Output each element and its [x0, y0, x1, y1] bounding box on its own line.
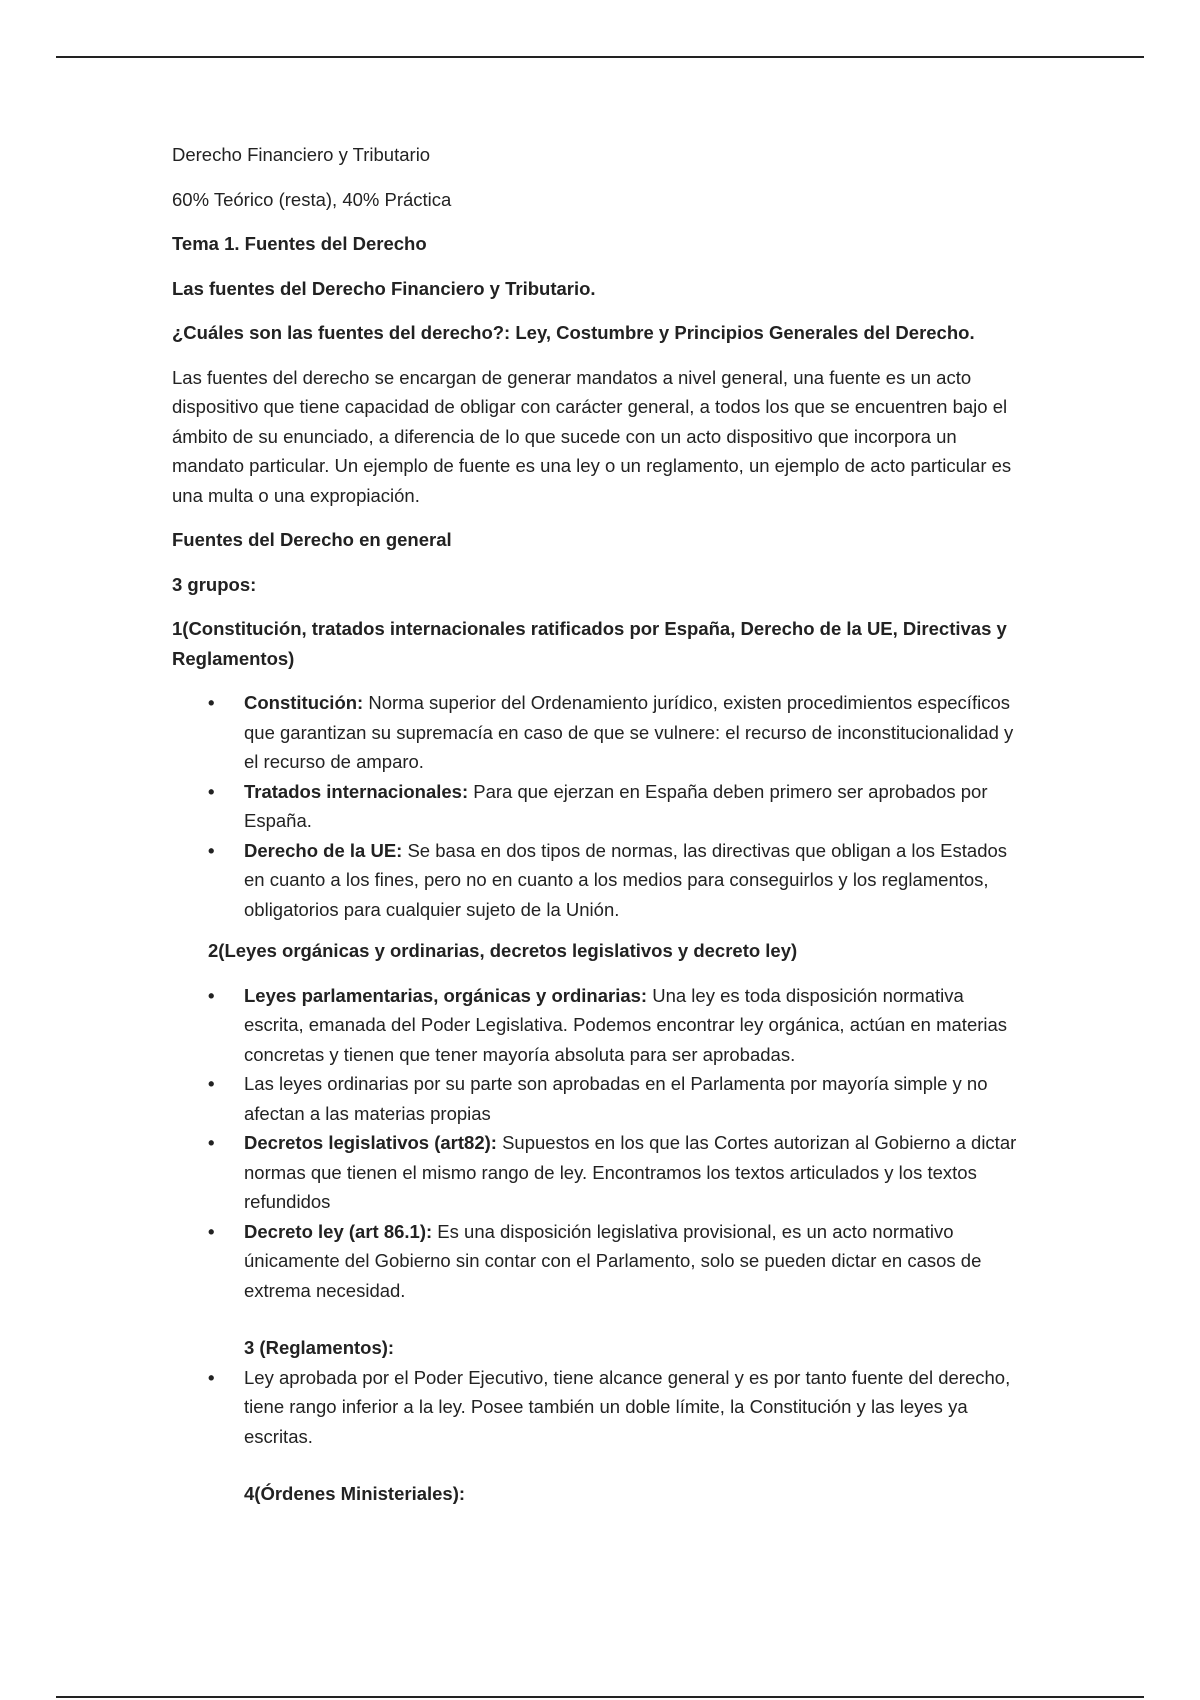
section-heading-general: Fuentes del Derecho en general: [172, 529, 452, 550]
list-item-text: Una ley es toda disposición normativa escrita, emanada del Poder Legislativa. Podemos encontrar ley orgánica, actúan en materias concretas y tienen que tener mayoría absoluta para ser aprobadas.: [244, 984, 1008, 1065]
group2-heading: 2(Leyes orgánicas y ordinarias, decretos legislativos y decreto ley): [208, 940, 798, 961]
section-heading-fuentes: Las fuentes del Derecho Financiero y Tributario.: [172, 277, 596, 299]
bullet-icon: •: [208, 1132, 215, 1153]
group2-list: [172, 981, 1022, 1306]
intro-paragraph: Las fuentes del derecho se encargan de generar mandatos a nivel general, una fuente es un acto dispositivo que tiene capacidad de obligar con carácter general, a todos los que se encuentren bajo el ámbito de su enunciado, a diferencia de lo que sucede con un acto dispositivo que incorpora un mandato particular. Un ejemplo de fuente es una ley o un reglamento, un ejemplo de acto particular es una multa o una expropiación.: [172, 366, 1012, 506]
list-item-term: Constitución:: [244, 692, 364, 713]
list-item: [172, 1128, 1022, 1217]
groups-count: 3 grupos:: [172, 573, 257, 595]
list-item-text: Para que ejerzan en España deben primero ser aprobados por España.: [244, 780, 988, 831]
question-heading: ¿Cuáles son las fuentes del derecho?: Ley, Costumbre y Principios Generales del Derecho.: [172, 322, 975, 343]
list-item-term: Derecho de la UE:: [244, 839, 403, 861]
group1-heading: 1(Constitución, tratados internacionales ratificados por España, Derecho de la UE, Directivas y Reglamentos): [172, 618, 1007, 669]
document-page: [172, 140, 1022, 1524]
bullet-icon: •: [208, 839, 215, 861]
group3-heading: 3 (Reglamentos):: [244, 1337, 395, 1358]
bullet-icon: •: [208, 984, 215, 1006]
list-item: [172, 1363, 1022, 1452]
bullet-icon: •: [208, 692, 215, 713]
footer-rule: [56, 1696, 1144, 1698]
list-item: [172, 981, 1022, 1070]
list-item-term: Decreto ley (art 86.1):: [244, 1220, 433, 1242]
list-item-text: Es una disposición legislativa provisional, es un acto normativo únicamente del Gobierno sin contar con el Parlamento, solo se pueden dictar en casos de extrema necesidad.: [244, 1220, 982, 1301]
bullet-icon: •: [208, 780, 215, 802]
list-item-term: Leyes parlamentarias, orgánicas y ordinarias:: [244, 984, 648, 1006]
topic-title: Tema 1. Fuentes del Derecho: [172, 233, 427, 254]
list-item-text: Supuestos en los que las Cortes autorizan al Gobierno a dictar normas que tienen el mismo rango de ley. Encontramos los textos articulados y los textos refundidos: [244, 1132, 1017, 1212]
list-item: [172, 777, 1022, 836]
list-item: [172, 688, 1022, 777]
list-item: [172, 1217, 1022, 1306]
bullet-icon: •: [208, 1220, 215, 1242]
grading-note: 60% Teórico (resta), 40% Práctica: [172, 188, 452, 210]
list-item-text: Norma superior del Ordenamiento jurídico, existen procedimientos específicos que garantizan su supremacía en caso de que se vulnere: el recurso de inconstitucionalidad y el recurso de amparo.: [244, 692, 1014, 772]
list-item-text: Las leyes ordinarias por su parte son aprobadas en el Parlamenta por mayoría simple y no afectan a las materias propias: [244, 1073, 988, 1124]
list-item-text: Ley aprobada por el Poder Ejecutivo, tiene alcance general y es por tanto fuente del derecho, tiene rango inferior a la ley. Posee también un doble límite, la Constitución y las leyes ya escritas.: [244, 1366, 1011, 1447]
group1-list: [172, 688, 1022, 924]
list-item: [172, 836, 1022, 925]
list-item-term: Tratados internacionales:: [244, 780, 469, 802]
list-item: [172, 1069, 1022, 1128]
list-item-term: Decretos legislativos (art82):: [244, 1132, 497, 1153]
course-title: Derecho Financiero y Tributario: [172, 144, 431, 165]
header-rule: [56, 56, 1144, 58]
bullet-icon: •: [208, 1366, 215, 1388]
group4-heading: 4(Órdenes Ministeriales):: [244, 1483, 466, 1504]
bullet-icon: •: [208, 1073, 215, 1094]
group3-list: [172, 1363, 1022, 1452]
list-item-text: Se basa en dos tipos de normas, las directivas que obligan a los Estados en cuanto a los fines, pero no en cuanto a los medios para conseguirlos y los reglamentos, obligatorios para cualquier sujeto de la Unión.: [244, 839, 1008, 920]
